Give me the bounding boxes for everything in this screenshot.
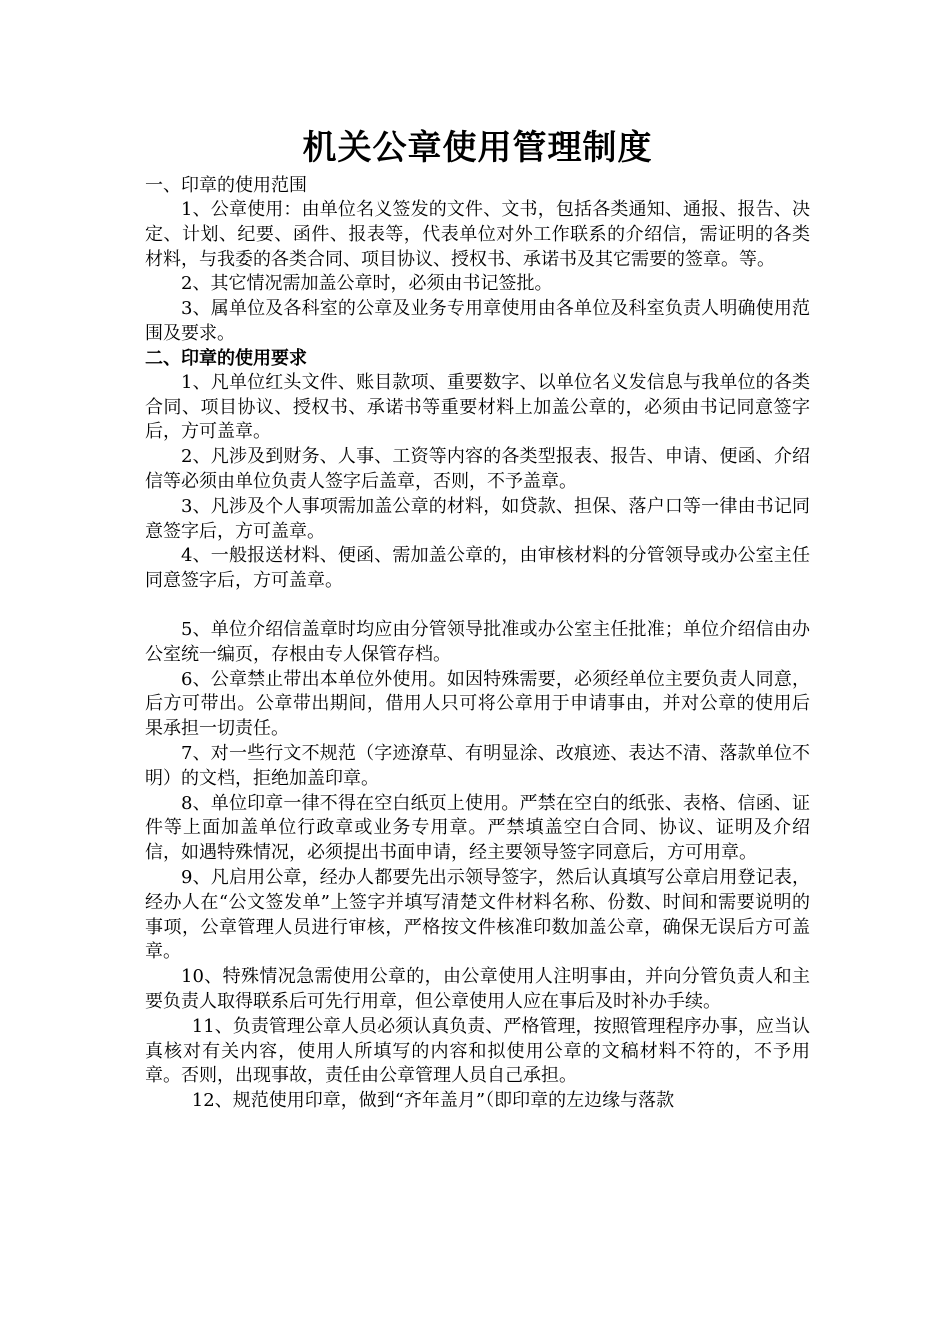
requirement-paragraph-3: 3、凡涉及个人事项需加盖公章的材料，如贷款、担保、落户口等一律由书记同意签字后，方可盖章。 xyxy=(145,495,810,542)
blank-line xyxy=(145,594,810,618)
requirement-paragraph-9: 9、凡启用公章，经办人都要先出示领导签字，然后认真填写公章启用登记表，经办人在“公文签发单”上签字并填写清楚文件材料名称、份数、时间和需要说明的事项，公章管理人员进行审核，严格按文件核准印数加盖公章，确保无误后方可盖章。 xyxy=(145,866,810,963)
document-title: 机关公章使用管理制度 xyxy=(302,128,653,168)
scope-paragraph-1: 1、公章使用：由单位名义签发的文件、文书，包括各类通知、通报、报告、决定、计划、纪要、函件、报表等，代表单位对外工作联系的介绍信，需证明的各类材料，与我委的各类合同、项目协议、授权书、承诺书及其它需要的签章。等。 xyxy=(145,199,810,270)
requirement-paragraph-6: 6、公章禁止带出本单位外使用。如因特殊需要，必须经单位主要负责人同意，后方可带出。公章带出期间，借用人只可将公章用于申请事由，并对公章的使用后果承担一切责任。 xyxy=(145,668,810,740)
requirement-paragraph-10: 10、特殊情况急需使用公章的，由公章使用人注明事由，并向分管负责人和主要负责人取得联系后可先行用章，但公章使用人应在事后及时补办手续。 xyxy=(145,966,810,1012)
requirement-paragraph-8: 8、单位印章一律不得在空白纸页上使用。严禁在空白的纸张、表格、信函、证件等上面加盖单位行政章或业务专用章。严禁填盖空白合同、协议、证明及介绍信，如遇特殊情况，必须提出书面申请，经主要领导签字同意后，方可用章。 xyxy=(145,792,810,864)
requirement-paragraph-7: 7、对一些行文不规范（字迹潦草、有明显涂、改痕迹、表达不清、落款单位不明）的文档，拒绝加盖印章。 xyxy=(145,742,810,789)
requirement-paragraph-11: 11、负责管理公章人员必须认真负责、严格管理，按照管理程序办事，应当认真核对有关内容，使用人所填写的内容和拟使用公章的文稿材料不符的，不予用章。否则，出现事故，责任由公章管理人员自己承担。 xyxy=(145,1015,810,1087)
scope-paragraph-2: 2、其它情况需加盖公章时，必须由书记签批。 xyxy=(181,273,553,295)
section-heading-requirements: 二、印章的使用要求 xyxy=(145,347,307,369)
document-page xyxy=(145,122,810,1114)
scope-paragraph-3: 3、属单位及各科室的公章及业务专用章使用由各单位及科室负责人明确使用范围及要求。 xyxy=(145,298,810,344)
section-heading-scope: 一、印章的使用范围 xyxy=(145,175,307,196)
requirement-paragraph-1: 1、凡单位红头文件、账目款项、重要数字、以单位名义发信息与我单位的各类合同、项目协议、授权书、承诺书等重要材料上加盖公章的，必须由书记同意签字后，方可盖章。 xyxy=(145,371,810,443)
requirement-paragraph-12: 12、规范使用印章，做到“齐年盖月”（即印章的左边缘与落款 xyxy=(191,1090,675,1112)
requirement-paragraph-5: 5、单位介绍信盖章时均应由分管领导批准或办公室主任批准；单位介绍信由办公室统一编页，存根由专人保管存档。 xyxy=(145,618,810,665)
requirement-paragraph-2: 2、凡涉及到财务、人事、工资等内容的各类型报表、报告、申请、便函、介绍信等必须由单位负责人签字后盖章，否则，不予盖章。 xyxy=(145,446,810,492)
requirement-paragraph-4: 4、一般报送材料、便函、需加盖公章的，由审核材料的分管领导或办公室主任同意签字后，方可盖章。 xyxy=(145,545,810,592)
